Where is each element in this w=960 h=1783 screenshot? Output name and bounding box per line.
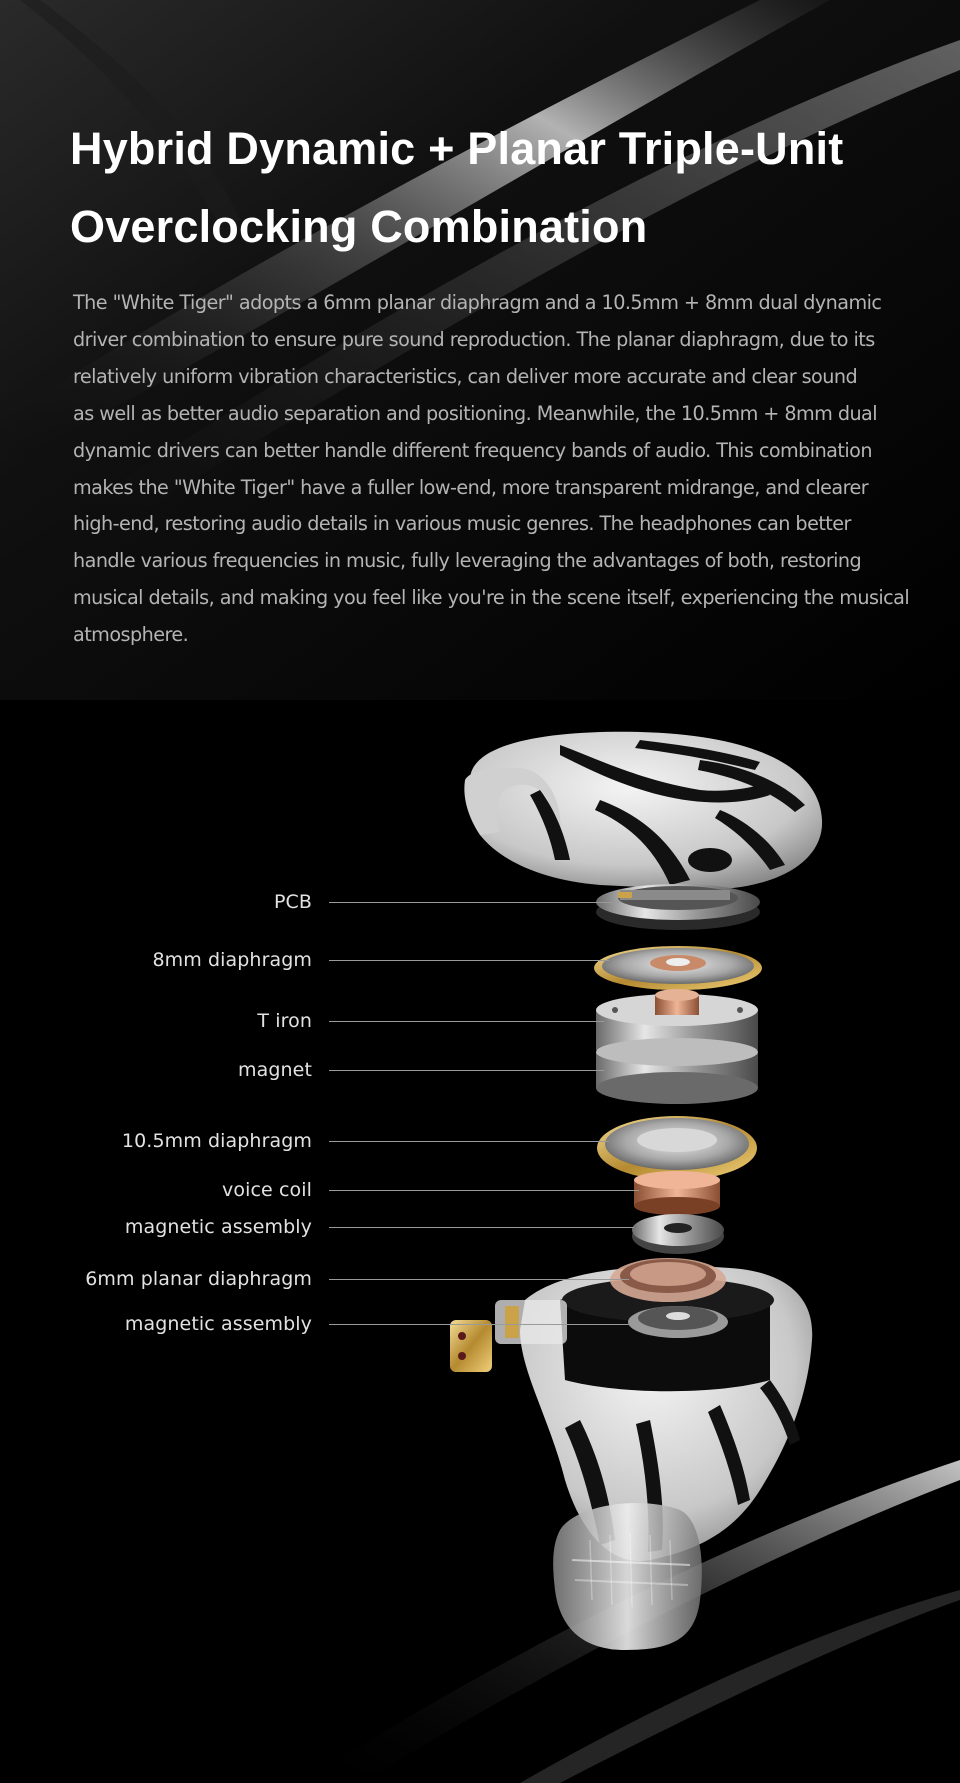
description-line: atmosphere. bbox=[73, 623, 189, 647]
label-magnetic-assembly-lower: magnetic assembly bbox=[124, 1313, 312, 1335]
description-line: The "White Tiger" adopts a 6mm planar diaphragm and a 10.5mm + 8mm dual dynamic bbox=[73, 291, 882, 314]
description-line: dynamic drivers can better handle different frequency bands of audio. This combination bbox=[73, 438, 872, 462]
title-line-2: Overclocking Combination bbox=[70, 201, 648, 252]
diaphragm-8mm-part bbox=[594, 946, 762, 990]
planar-diaphragm-6mm-part bbox=[610, 1258, 726, 1302]
description-line: musical details, and making you feel like you're in the scene itself, experiencing the musical bbox=[73, 586, 910, 610]
description-line: makes the "White Tiger" have a fuller low-end, more transparent midrange, and clearer bbox=[73, 475, 869, 499]
description-line: high-end, restoring audio details in various music genres. The headphones can better bbox=[73, 512, 851, 536]
description-line: as well as better audio separation and positioning. Meanwhile, the 10.5mm + 8mm dual bbox=[73, 401, 878, 425]
label-8mm-diaphragm: 8mm diaphragm bbox=[152, 949, 312, 971]
description-line: relatively uniform vibration characteristics, can deliver more accurate and clear sound bbox=[73, 364, 858, 388]
voice-coil-part bbox=[634, 1171, 720, 1215]
faceplate-shell bbox=[464, 732, 822, 890]
magnetic-assembly-lower-part bbox=[628, 1306, 728, 1338]
magnetic-assembly-part bbox=[632, 1214, 724, 1254]
diaphragm-10mm-part bbox=[597, 1116, 757, 1180]
label-magnet: magnet bbox=[238, 1059, 312, 1081]
label-voice-coil: voice coil bbox=[222, 1179, 312, 1201]
pcb-part bbox=[596, 884, 760, 930]
description-line: driver combination to ensure pure sound reproduction. The planar diaphragm, due to its bbox=[73, 327, 875, 351]
label-pcb: PCB bbox=[273, 891, 312, 913]
title-line-1: Hybrid Dynamic + Planar Triple-Unit bbox=[70, 123, 844, 174]
label-6mm-planar-diaphragm: 6mm planar diaphragm bbox=[85, 1268, 312, 1290]
magnet-part bbox=[596, 1038, 758, 1104]
label-10-5mm-diaphragm: 10.5mm diaphragm bbox=[121, 1130, 312, 1152]
label-t-iron: T iron bbox=[257, 1010, 312, 1032]
ear-tip bbox=[553, 1503, 702, 1650]
label-magnetic-assembly: magnetic assembly bbox=[124, 1216, 312, 1238]
description-line: handle various frequencies in music, fully leveraging the advantages of both, restoring bbox=[73, 549, 862, 573]
